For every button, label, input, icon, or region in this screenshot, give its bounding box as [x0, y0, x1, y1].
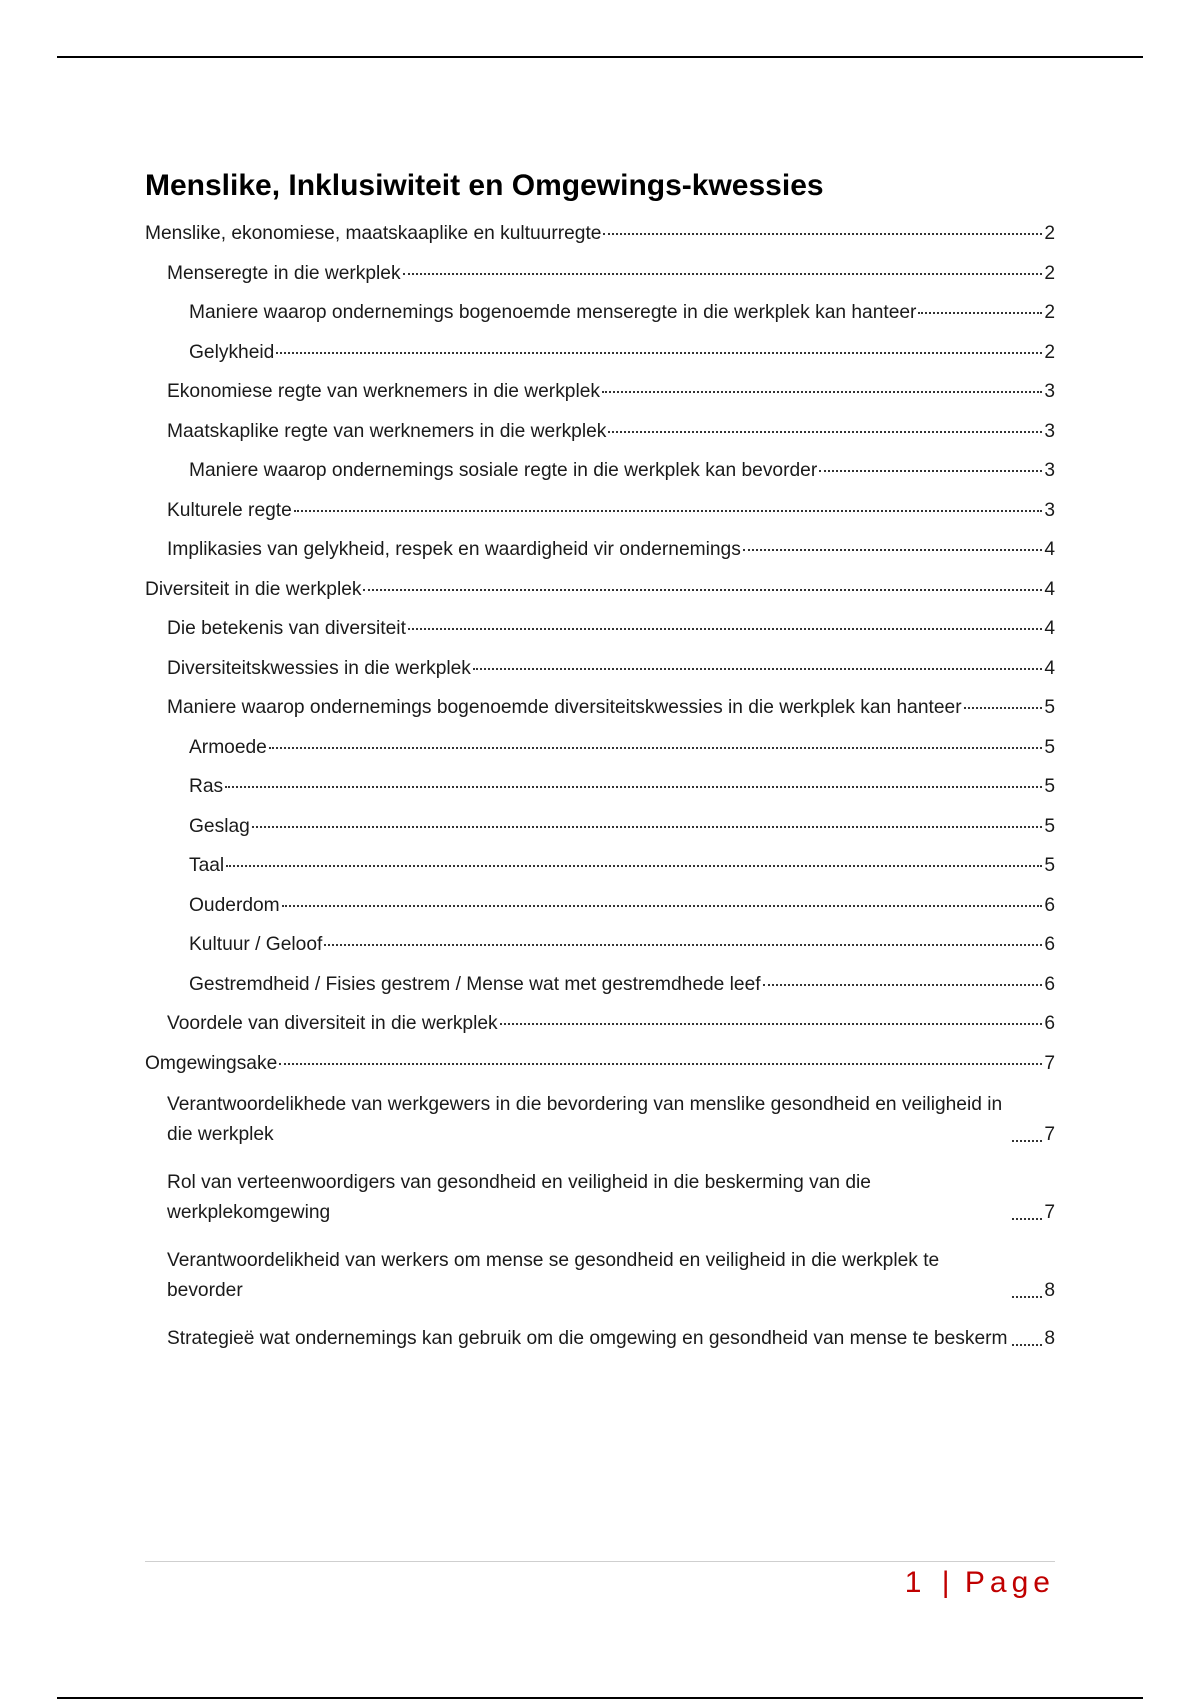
toc-entry-text: Ras	[189, 776, 224, 797]
toc-entry-text: Kultuur / Geloof	[189, 934, 323, 955]
toc-dot-leader	[252, 826, 1043, 828]
toc-entry-text: Armoede	[189, 736, 267, 758]
toc-entry[interactable]	[145, 853, 1055, 878]
toc-entry[interactable]	[145, 735, 1055, 760]
toc-entry[interactable]	[145, 340, 1055, 365]
toc-entry-line	[167, 1168, 1055, 1228]
toc-entry-text: Ouderdom	[189, 894, 280, 916]
toc-dot-leader	[918, 312, 1042, 314]
toc-dot-leader	[608, 431, 1042, 433]
toc-page-number: 5	[1044, 736, 1055, 758]
toc-entry-line	[167, 1090, 1055, 1150]
toc-dot-leader	[226, 865, 1042, 867]
toc-entry-text: Implikasies van gelykheid, respek en waardigheid vir ondernemings	[167, 539, 741, 560]
toc-entry[interactable]	[145, 893, 1055, 918]
toc-dot-leader	[819, 470, 1042, 472]
toc-page-number: 2	[1044, 223, 1055, 244]
toc-page-number: 6	[1044, 894, 1055, 916]
toc-entry-line	[189, 300, 1055, 325]
toc-entry-text: Ekonomiese regte van werknemers in die werkplek	[167, 381, 600, 402]
toc-page-number: 8	[1044, 1280, 1055, 1301]
toc-page-number: 6	[1044, 934, 1055, 955]
toc-page-number: 3	[1044, 381, 1055, 402]
toc-page-number: 3	[1044, 499, 1055, 521]
toc-entry[interactable]	[145, 695, 1055, 720]
toc-dot-leader	[279, 1063, 1042, 1065]
toc-entry-text: Menseregte in die werkplek	[167, 262, 401, 284]
toc-page-number: 4	[1044, 578, 1055, 600]
toc-entry-line	[167, 261, 1055, 286]
toc-entry-line	[189, 932, 1055, 957]
toc-entry[interactable]	[145, 419, 1055, 444]
toc-entry-line	[167, 656, 1055, 681]
toc-entry-line	[189, 774, 1055, 799]
toc-dot-leader	[225, 786, 1042, 788]
toc-entry-line	[145, 577, 1055, 602]
toc-entry[interactable]	[145, 774, 1055, 799]
toc-page-number: 3	[1044, 420, 1055, 442]
toc-page-number: 2	[1044, 302, 1055, 323]
page-top-border	[57, 56, 1143, 58]
toc-page-number: 5	[1044, 815, 1055, 837]
toc-entry[interactable]	[145, 1011, 1055, 1036]
toc-page-number: 6	[1044, 1013, 1055, 1034]
toc-entry-line	[167, 1324, 1055, 1354]
toc-entry-line	[167, 1246, 1055, 1306]
toc-page-number: 5	[1044, 855, 1055, 876]
toc-entry[interactable]	[145, 221, 1055, 246]
toc-entry-text: Voordele van diversiteit in die werkplek	[167, 1013, 498, 1034]
toc-entry-line	[189, 340, 1055, 365]
toc-page-number: 7	[1044, 1124, 1055, 1145]
toc-page-number: 2	[1044, 341, 1055, 363]
toc-entry[interactable]	[145, 1090, 1055, 1150]
toc-entry-text: Menslike, ekonomiese, maatskaaplike en kultuurregte	[145, 223, 602, 244]
toc-dot-leader	[1012, 1218, 1042, 1220]
toc-entry[interactable]	[145, 300, 1055, 325]
toc-entry-line	[167, 419, 1055, 444]
toc-entry-text: Die betekenis van diversiteit	[167, 618, 406, 639]
footer-page-word: Page	[964, 1566, 1055, 1599]
toc-entry-text: Gestremdheid / Fisies gestrem / Mense wat met gestremdhede leef	[189, 973, 761, 995]
toc-entry[interactable]	[145, 656, 1055, 681]
toc-entry[interactable]	[145, 458, 1055, 483]
toc-entry-line	[189, 735, 1055, 760]
toc-entry[interactable]	[145, 1246, 1055, 1306]
toc-entry-text: Omgewingsake	[145, 1052, 278, 1074]
toc-dot-leader	[763, 984, 1043, 986]
toc-entry-line	[167, 379, 1055, 404]
toc-entry[interactable]	[145, 379, 1055, 404]
toc-entry-line	[167, 537, 1055, 562]
toc-entry[interactable]	[145, 616, 1055, 641]
toc-dot-leader	[603, 233, 1042, 235]
toc-dot-leader	[964, 707, 1043, 709]
toc-entry-text: Rol van verteenwoordigers van gesondheid en veiligheid in die beskerming van die werkplekomgewing	[167, 1172, 871, 1223]
footer-separator: |	[941, 1566, 950, 1599]
toc-page-number: 4	[1044, 657, 1055, 679]
toc-entry-text: Strategieë wat ondernemings kan gebruik om die omgewing en gesondheid van mense te beskerm	[167, 1328, 1008, 1349]
toc-entry[interactable]	[145, 814, 1055, 839]
toc-dot-leader	[324, 944, 1042, 946]
toc-page-number: 6	[1044, 973, 1055, 995]
toc-entry[interactable]	[145, 537, 1055, 562]
toc-page-number: 8	[1044, 1328, 1055, 1349]
toc-entry-line	[189, 458, 1055, 483]
toc-entry-text: Maniere waarop ondernemings bogenoemde diversiteitskwessies in die werkplek kan hanteer	[167, 697, 962, 718]
toc-dot-leader	[473, 668, 1042, 670]
toc-entry[interactable]	[145, 498, 1055, 523]
footer-divider	[145, 1561, 1055, 1562]
toc-dot-leader	[408, 628, 1042, 630]
toc-entry-text: Diversiteit in die werkplek	[145, 578, 362, 600]
toc-entry-text: Gelykheid	[189, 341, 275, 363]
table-of-contents	[145, 221, 1055, 1372]
toc-entry[interactable]	[145, 1051, 1055, 1076]
toc-entry-text: Maatskaplike regte van werknemers in die werkplek	[167, 420, 607, 442]
toc-entry-line	[189, 893, 1055, 918]
toc-dot-leader	[276, 352, 1042, 354]
toc-entry-line	[167, 616, 1055, 641]
toc-entry-text: Diversiteitskwessies in die werkplek	[167, 657, 471, 679]
toc-page-number: 7	[1044, 1052, 1055, 1074]
toc-dot-leader	[1012, 1140, 1042, 1142]
toc-page-number: 5	[1044, 776, 1055, 797]
toc-title: Menslike, Inklusiwiteit en Omgewings-kwessies	[145, 169, 824, 202]
toc-dot-leader	[1012, 1344, 1042, 1346]
toc-entry-text: Taal	[189, 855, 225, 876]
toc-entry-line	[167, 1011, 1055, 1036]
toc-dot-leader	[1012, 1296, 1042, 1298]
toc-entry[interactable]	[145, 577, 1055, 602]
toc-dot-leader	[743, 549, 1043, 551]
toc-entry[interactable]	[145, 932, 1055, 957]
toc-page-number: 4	[1044, 618, 1055, 639]
toc-entry-line	[167, 498, 1055, 523]
toc-page-number: 3	[1044, 460, 1055, 481]
toc-entry-line	[189, 853, 1055, 878]
toc-entry-text: Kulturele regte	[167, 499, 292, 521]
toc-page-number: 2	[1044, 262, 1055, 284]
toc-dot-leader	[602, 391, 1042, 393]
toc-entry[interactable]	[145, 1324, 1055, 1354]
toc-dot-leader	[269, 747, 1042, 749]
toc-entry-text: Verantwoordelikhede van werkgewers in die bevordering van menslike gesondheid en veiligheid in die werkplek	[167, 1094, 1003, 1145]
toc-entry-line	[145, 1051, 1055, 1076]
footer-page-num: 1	[904, 1566, 927, 1599]
toc-entry-text: Maniere waarop ondernemings bogenoemde menseregte in die werkplek kan hanteer	[189, 302, 917, 323]
toc-dot-leader	[294, 510, 1043, 512]
toc-entry[interactable]	[145, 1168, 1055, 1228]
toc-page-number: 4	[1044, 539, 1055, 560]
toc-page-number: 5	[1044, 697, 1055, 718]
page-bottom-border	[57, 1697, 1143, 1699]
toc-page-number: 7	[1044, 1202, 1055, 1223]
toc-entry-line	[167, 695, 1055, 720]
toc-dot-leader	[403, 273, 1043, 275]
footer-page-number	[905, 1566, 1055, 1600]
toc-entry-line	[189, 814, 1055, 839]
toc-entry-text: Maniere waarop ondernemings sosiale regte in die werkplek kan bevorder	[189, 460, 818, 481]
toc-entry-line	[189, 972, 1055, 997]
toc-entry-text: Verantwoordelikheid van werkers om mense se gesondheid en veiligheid in die werkplek te bevorder	[167, 1250, 940, 1301]
toc-entry[interactable]	[145, 261, 1055, 286]
toc-dot-leader	[282, 905, 1043, 907]
toc-entry-text: Geslag	[189, 815, 250, 837]
toc-entry-line	[145, 221, 1055, 246]
toc-entry[interactable]	[145, 972, 1055, 997]
toc-dot-leader	[500, 1023, 1043, 1025]
toc-dot-leader	[363, 589, 1042, 591]
